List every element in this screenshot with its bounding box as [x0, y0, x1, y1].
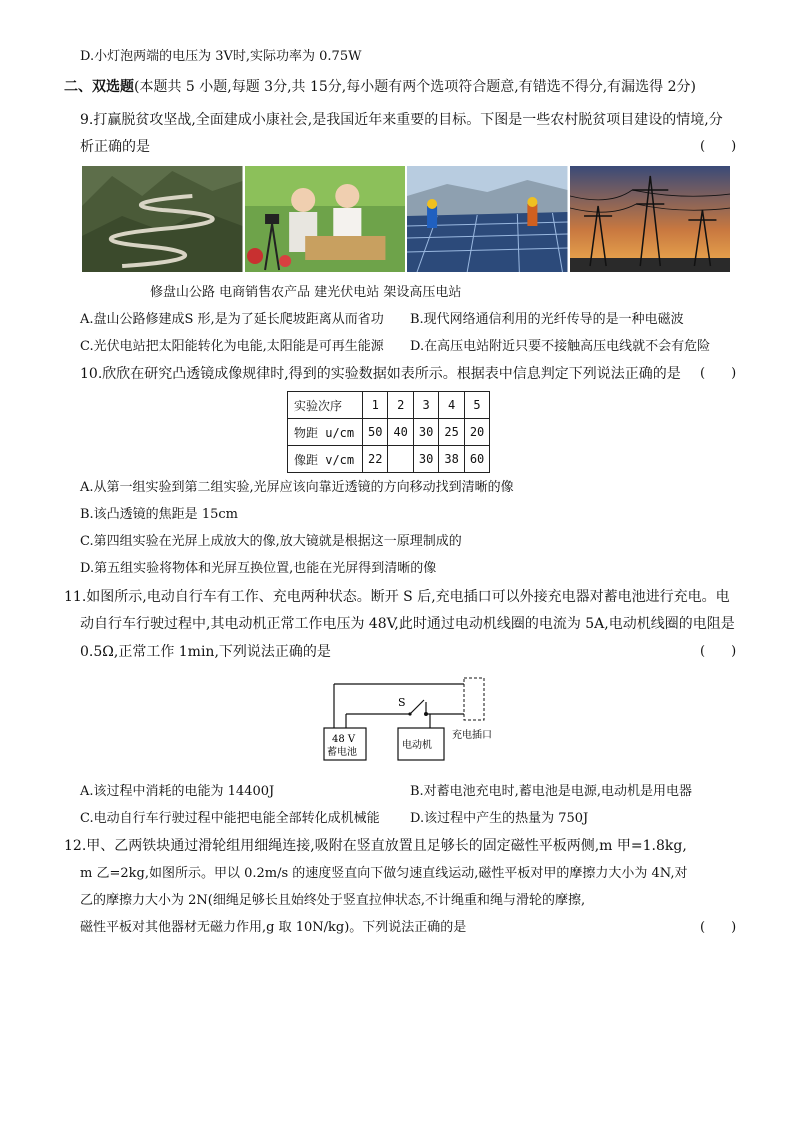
- table-row: [288, 446, 490, 473]
- q11-circuit-diagram: [322, 676, 512, 764]
- section-header: [64, 78, 696, 96]
- table-row: [288, 392, 490, 419]
- q10-stem: 10.欣欣在研究凸透镜成像规律时,得到的实验数据如表所示。根据表中信息判定下列说法正确的是: [80, 366, 681, 382]
- switch-label: S: [398, 696, 406, 709]
- table-cell: 实验次序: [288, 392, 363, 419]
- table-cell: 22: [363, 446, 388, 473]
- q10-option-a: A.从第一组实验到第二组实验,光屏应该向靠近透镜的方向移动找到清晰的像: [80, 480, 514, 495]
- q9-photo-strip: [82, 166, 730, 272]
- q10-data-table: [287, 391, 490, 473]
- table-cell: 30: [413, 446, 438, 473]
- table-cell: 4: [439, 392, 464, 419]
- table-cell: [388, 446, 413, 473]
- table-cell: 40: [388, 419, 413, 446]
- q9-option-d: D.在高压电站附近只要不接触高压电线就不会有危险: [410, 339, 711, 354]
- table-cell: 物距 u/cm: [288, 419, 363, 446]
- q11-option-b: B.对蓄电池充电时,蓄电池是电源,电动机是用电器: [410, 784, 692, 799]
- q9-option-b: B.现代网络通信利用的光纤传导的是一种电磁波: [410, 312, 684, 327]
- solar-station-photo: [407, 166, 568, 272]
- q11-option-a: A.该过程中消耗的电能为 14400J: [80, 784, 275, 799]
- table-row: [288, 419, 490, 446]
- q11-option-c: C.电动自行车行驶过程中能把电能全部转化成机械能: [80, 811, 380, 826]
- q9-answer-bracket: ( ): [700, 139, 737, 154]
- q11-stem-line1: 11.如图所示,电动自行车有工作、充电两种状态。断开 S 后,充电插口可以外接充电器对蓄电池进行充电。电: [64, 589, 730, 605]
- table-cell: 25: [439, 419, 464, 446]
- q11-answer-bracket: ( ): [700, 644, 737, 659]
- charging-port-label: 充电插口: [452, 730, 492, 741]
- q9-option-a: A.盘山公路修建成S 形,是为了延长爬坡距离从而省功: [80, 312, 384, 327]
- q12-line4: 磁性平板对其他器材无磁力作用,g 取 10N/kg)。下列说法正确的是: [80, 920, 467, 935]
- q11-stem-line3: 0.5Ω,正常工作 1min,下列说法正确的是: [80, 644, 331, 660]
- q8-option-d: D.小灯泡两端的电压为 3V时,实际功率为 0.75W: [80, 49, 362, 64]
- q10-option-b: B.该凸透镜的焦距是 15cm: [80, 507, 238, 522]
- table-cell: 38: [439, 446, 464, 473]
- table-cell: 3: [413, 392, 438, 419]
- q9-stem-line2: 析正确的是: [80, 139, 150, 155]
- q9-photo-caption: 修盘山公路 电商销售农产品 建光伏电站 架设高压电站: [150, 285, 462, 300]
- q10-option-d: D.第五组实验将物体和光屏互换位置,也能在光屏得到清晰的像: [80, 561, 437, 576]
- q11-option-d: D.该过程中产生的热量为 750J: [410, 811, 589, 826]
- q11-stem-line2: 动自行车行驶过程中,其电动机正常工作电压为 48V,此时通过电动机线圈的电流为 5A,电动机线圈的电阻是: [80, 616, 735, 632]
- battery-voltage-label: 48 V: [332, 734, 356, 745]
- q10-option-c: C.第四组实验在光屏上成放大的像,放大镜就是根据这一原理制成的: [80, 534, 462, 549]
- table-cell: 30: [413, 419, 438, 446]
- table-cell: 50: [363, 419, 388, 446]
- table-cell: 5: [464, 392, 489, 419]
- ecommerce-livestream-photo: [245, 166, 406, 272]
- q9-stem-line1: 9.打赢脱贫攻坚战,全面建成小康社会,是我国近年来重要的目标。下图是一些农村脱贫项目建设的情境,分: [80, 112, 723, 128]
- table-cell: 1: [363, 392, 388, 419]
- mountain-road-photo: [82, 166, 243, 272]
- table-cell: 20: [464, 419, 489, 446]
- section-note: (本题共 5 小题,每题 3分,共 15分,每小题有两个选项符合题意,有错选不得分,有漏选得 2分): [134, 79, 696, 95]
- q9-option-c: C.光伏电站把太阳能转化为电能,太阳能是可再生能源: [80, 339, 384, 354]
- q12-answer-bracket: ( ): [700, 920, 737, 935]
- motor-label: 电动机: [402, 740, 432, 751]
- battery-label: 蓄电池: [327, 747, 357, 758]
- q12-line3: 乙的摩擦力大小为 2N(细绳足够长且始终处于竖直拉伸状态,不计绳重和绳与滑轮的摩擦,: [80, 893, 586, 908]
- q12-line2: m 乙=2kg,如图所示。甲以 0.2m/s 的速度竖直向下做匀速直线运动,磁性平板对甲的摩擦力大小为 4N,对: [80, 866, 688, 881]
- q12-line1: 12.甲、乙两铁块通过滑轮组用细绳连接,吸附在竖直放置且足够长的固定磁性平板两侧,m 甲=1.8kg,: [64, 838, 687, 854]
- power-tower-photo: [570, 166, 731, 272]
- table-cell: 2: [388, 392, 413, 419]
- section-title: 二、双选题: [64, 79, 134, 95]
- table-cell: 60: [464, 446, 489, 473]
- q10-answer-bracket: ( ): [700, 366, 737, 381]
- table-cell: 像距 v/cm: [288, 446, 363, 473]
